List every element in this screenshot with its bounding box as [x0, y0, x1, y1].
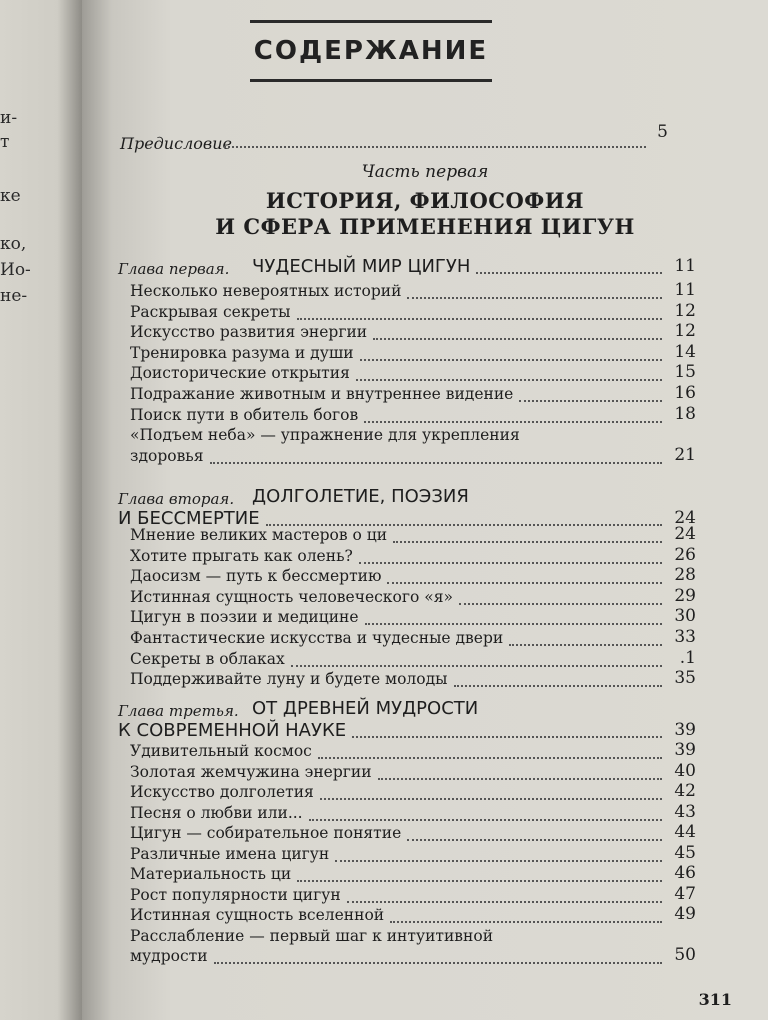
toc-entry: [130, 526, 696, 546]
leader-dots: [393, 541, 662, 543]
toc-entry-label: Материальность ци: [130, 865, 292, 883]
toc-entry: [130, 364, 696, 384]
leader-dots: [519, 400, 662, 402]
chapter-title-line2: И БЕССМЕРТИЕ: [118, 508, 260, 529]
left-fragment: ке: [0, 186, 21, 206]
leader-dots: [476, 272, 662, 274]
left-fragment: т: [0, 132, 10, 152]
chapter-title-line1: ЧУДЕСНЫЙ МИР ЦИГУН: [252, 256, 471, 277]
left-fragment: ко,: [0, 234, 27, 254]
leader-dots: [224, 146, 646, 148]
toc-entry-label: «Подъем неба» — упражнение для укрепления: [130, 426, 520, 445]
toc-entry-label: Расслабление — первый шаг к интуитивной: [130, 926, 494, 945]
toc-entry: [130, 629, 696, 649]
toc-entry: [130, 670, 696, 690]
left-page-edge: [0, 0, 82, 1020]
part-subtitle: Часть первая: [361, 162, 489, 182]
leader-dots: [359, 562, 662, 564]
chapter-title-line2: К СОВРЕМЕННОЙ НАУКЕ: [118, 720, 347, 741]
toc-entry: [130, 282, 696, 302]
toc-entry-label-line2: мудрости: [130, 947, 208, 965]
toc-entry-page: 43: [674, 801, 696, 822]
toc-entry-page: 14: [674, 341, 696, 362]
toc-entry-label: Мнение великих мастеров о ци: [130, 526, 388, 544]
toc-entry: [130, 742, 696, 762]
toc-entry-page: 29: [674, 585, 696, 606]
toc-entry-label: Цигун в поэзии и медицине: [130, 608, 359, 627]
toc-entry-page: 30: [674, 606, 696, 627]
toc-entry-page: 16: [674, 383, 696, 403]
toc-entry: [130, 801, 696, 824]
toc-entry-label: Подражание животным и внутреннее видение: [130, 385, 514, 403]
toc-entry: [130, 824, 696, 844]
toc-entry: [130, 403, 696, 426]
chapter-page: 39: [674, 720, 696, 740]
toc-entry-label: Раскрывая секреты: [130, 302, 291, 321]
toc-entry-page: .1: [679, 647, 696, 668]
toc-entry-label: Рост популярности цигун: [130, 885, 341, 904]
leader-dots: [320, 798, 662, 800]
toc-entry-page: 12: [674, 300, 696, 321]
leader-dots: [407, 839, 662, 841]
toc-entry: [130, 760, 696, 783]
toc-entry: [130, 842, 696, 865]
chapter-prefix: Глава первая.: [118, 260, 230, 278]
toc-title: СОДЕРЖАНИЕ: [253, 36, 489, 66]
toc-entry-continuation: [130, 947, 696, 967]
chapter-header: [118, 698, 696, 722]
toc-entry-label: Секреты в облаках: [130, 649, 285, 668]
leader-dots: [214, 962, 662, 964]
toc-entry: [130, 608, 696, 628]
toc-entry-label: Цигун — собирательное понятие: [130, 824, 402, 842]
toc-entry-label: Доисторические открытия: [130, 364, 350, 383]
leader-dots: [210, 462, 662, 464]
leader-dots: [360, 359, 662, 361]
toc-entry: [130, 647, 696, 670]
leader-dots: [459, 603, 662, 605]
toc-entry-label: Различные имена цигун: [130, 844, 330, 863]
preface-row: [120, 122, 668, 153]
toc-entry-label: Песня о любви или...: [130, 803, 303, 822]
chapter-title-line1: ДОЛГОЛЕТИЕ, ПОЭЗИЯ: [252, 486, 469, 507]
preface-label: Предисловие: [120, 134, 232, 153]
toc-entry-label: Золотая жемчужина энергии: [130, 762, 372, 781]
leader-dots: [373, 338, 662, 340]
toc-entry: [130, 906, 696, 926]
toc-entry-page: 46: [674, 863, 696, 883]
chapter-page: 24: [674, 508, 696, 528]
toc-entry-page: 39: [674, 740, 696, 760]
toc-entry-page: 12: [674, 321, 696, 342]
toc-entry: [130, 385, 696, 405]
toc-entry-page: 15: [674, 362, 696, 383]
toc-entry-page: 42: [674, 781, 696, 801]
leader-dots: [318, 757, 662, 759]
part-title-line1: ИСТОРИЯ, ФИЛОСОФИЯ: [265, 188, 585, 213]
toc-entry-label: Истинная сущность вселенной: [130, 906, 385, 924]
toc-entry-page: 11: [674, 280, 696, 300]
part-title-line2: И СФЕРА ПРИМЕНЕНИЯ ЦИГУН: [215, 214, 635, 239]
toc-entry: [130, 341, 696, 364]
toc-entry-label: Искусство развития энергии: [130, 323, 368, 342]
leader-dots: [335, 860, 662, 862]
toc-entry-continuation: [130, 444, 696, 467]
leader-dots: [347, 901, 662, 903]
toc-entry-label: Поиск пути в обитель богов: [130, 405, 359, 424]
toc-entry-page: 35: [674, 668, 696, 689]
toc-entry-page: 24: [674, 524, 696, 544]
left-fragment: Ио-: [0, 260, 31, 280]
leader-dots: [390, 921, 662, 923]
toc-entry-page: 21: [674, 444, 696, 465]
toc-entry: [130, 426, 696, 446]
chapter-header-line2: [118, 720, 696, 744]
leader-dots: [387, 582, 662, 584]
preface-page: 5: [657, 122, 668, 142]
page-number: 311: [698, 990, 732, 1009]
chapter-header: [118, 256, 696, 280]
chapter-header: [118, 486, 696, 510]
leader-dots: [309, 819, 662, 821]
chapter-prefix: Глава третья.: [118, 702, 239, 720]
toc-entry-page: 40: [674, 760, 696, 781]
leader-dots: [356, 379, 662, 381]
leader-dots: [352, 736, 662, 738]
toc-entry-label: Поддерживайте луну и будете молоды: [130, 670, 448, 689]
toc-page: [82, 0, 768, 1020]
toc-entry-page: 50: [674, 945, 696, 965]
leader-dots: [365, 623, 662, 625]
toc-entry-label: Даосизм — путь к бессмертию: [130, 567, 382, 586]
leader-dots: [454, 685, 662, 687]
toc-entry-page: 28: [674, 565, 696, 586]
leader-dots: [509, 644, 662, 646]
toc-entry-label-line2: здоровья: [130, 446, 204, 465]
toc-entry-page: 47: [674, 883, 696, 904]
leader-dots: [378, 778, 662, 780]
toc-entry: [130, 300, 696, 323]
toc-entry: [130, 544, 696, 567]
toc-entry-page: 49: [674, 904, 696, 924]
toc-title-box: [250, 20, 492, 82]
chapter-prefix: Глава вторая.: [118, 490, 235, 508]
toc-entry-page: 45: [674, 842, 696, 863]
toc-entry-page: 26: [674, 544, 696, 565]
toc-entry-page: 18: [674, 403, 696, 424]
leader-dots: [291, 665, 662, 667]
toc-entry-label: Удивительный космос: [130, 742, 312, 760]
chapter-title-line1: ОТ ДРЕВНЕЙ МУДРОСТИ: [252, 698, 479, 719]
toc-entry-label: Истинная сущность человеческого «я»: [130, 587, 453, 606]
toc-entry-label: Искусство долголетия: [130, 783, 314, 801]
leader-dots: [364, 421, 662, 423]
leader-dots: [407, 297, 662, 299]
toc-entry: [130, 865, 696, 885]
left-fragment: не-: [0, 286, 28, 306]
chapter-page: 11: [674, 256, 696, 276]
toc-entry-page: 33: [674, 627, 696, 647]
left-fragment: и-: [0, 108, 18, 128]
toc-entry: [130, 585, 696, 608]
toc-entry: [130, 567, 696, 587]
toc-entry-label: Несколько невероятных историй: [130, 282, 402, 300]
toc-entry: [130, 927, 696, 947]
toc-entry: [130, 883, 696, 906]
toc-entry: [130, 323, 696, 343]
toc-entry-label: Тренировка разума и души: [130, 343, 354, 362]
toc-entry-label: Хотите прыгать как олень?: [130, 546, 353, 565]
toc-entry-label: Фантастические искусства и чудесные двери: [130, 629, 504, 647]
toc-entry-page: 44: [674, 822, 696, 842]
leader-dots: [297, 318, 662, 320]
toc-entry: [130, 783, 696, 803]
leader-dots: [297, 880, 662, 882]
